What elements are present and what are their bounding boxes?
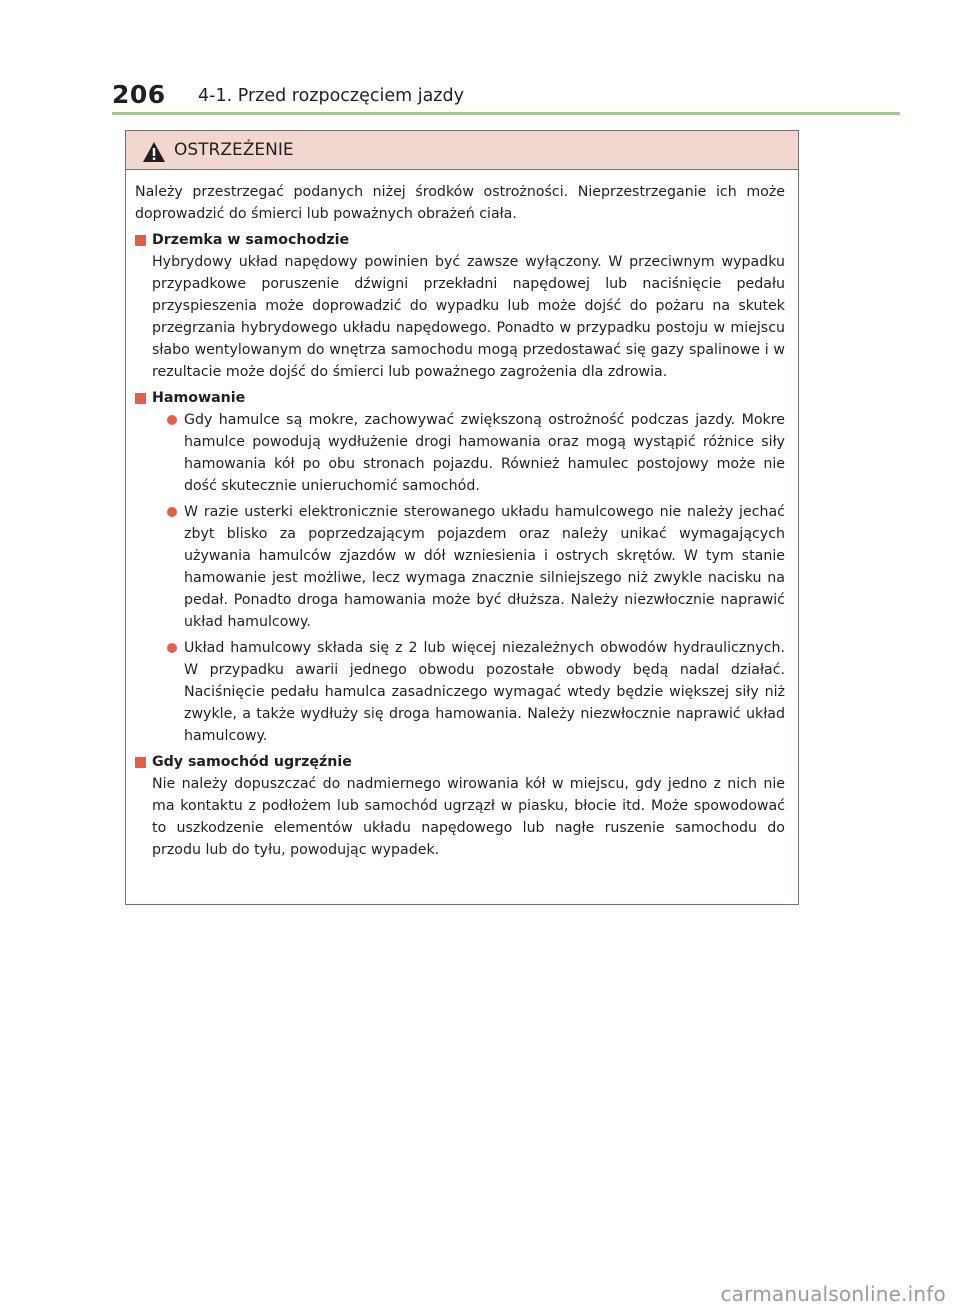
warning-box — [125, 130, 799, 905]
section-heading — [135, 229, 785, 251]
section-text: Hybrydowy układ napędowy powinien być zawsze wyłączony. W przeciwnym wypadku przypadkowe poruszenie dźwigni przekładni napędowej lub naciśnięcie pedału przyspieszenia może doprowadzić do wypadku lub może dojść do pożaru na skutek przegrzania hybrydowego układu napędowego. Ponadto w przypadku postoju w miejscu słabo wentylowanym do wnętrza samochodu mogą przedostawać się gazy spalinowe i w rezultacie może dojść do śmierci lub poważnego zagrożenia dla zdrowia. — [152, 254, 785, 380]
section-heading-text: Gdy samochód ugrzęźnie — [152, 754, 352, 770]
section-heading-text: Hamowanie — [152, 390, 246, 406]
list-item — [135, 501, 785, 633]
list-item — [135, 637, 785, 747]
warning-intro: Należy przestrzegać podanych niżej środków ostrożności. Nieprzestrzeganie ich może doprowadzić do śmierci lub poważnych obrażeń ciała. — [135, 184, 785, 222]
section-text: Nie należy dopuszczać do nadmiernego wirowania kół w miejscu, gdy jedno z nich nie ma kontaktu z podłożem lub samochód ugrzązł w piasku, błocie itd. Może spowodować to uszkodzenie elementów układu napędowego lub nagłe ruszenie samochodu do przodu lub do tyłu, powodując wypadek. — [152, 776, 785, 858]
watermark[interactable]: carmanualsonline.info — [720, 1282, 946, 1306]
page-number: 206 — [112, 80, 166, 109]
section-title: 4-1. Przed rozpoczęciem jazdy — [198, 86, 464, 106]
square-bullet-icon — [135, 393, 146, 404]
round-bullet-icon — [167, 415, 177, 425]
section-heading — [135, 387, 785, 409]
round-bullet-icon — [167, 643, 177, 653]
section-heading — [135, 751, 785, 773]
round-bullet-icon — [167, 507, 177, 517]
list-item-text: Gdy hamulce są mokre, zachowywać zwiększoną ostrożność podczas jazdy. Mokre hamulce powodują wydłużenie drogi hamowania oraz mogą wystąpić różnice siły hamowania kół po obu stronach pojazdu. Również hamulec postojowy może nie dość skutecznie unieruchomić samochód. — [184, 412, 785, 494]
header-divider — [112, 112, 900, 115]
page-header — [0, 0, 960, 118]
warning-body — [135, 181, 785, 865]
list-item-text: Układ hamulcowy składa się z 2 lub więcej niezależnych obwodów hydraulicznych. W przypadku awarii jednego obwodu pozostałe obwody będą nadal działać. Naciśnięcie pedału hamulca zasadniczego wymagać wtedy będzie większej siły niż zwykle, a także wydłuży się droga hamowania. Należy niezwłocznie naprawić układ hamulcowy. — [184, 640, 785, 744]
square-bullet-icon — [135, 235, 146, 246]
warning-triangle-icon — [142, 141, 166, 163]
list-item-text: W razie usterki elektronicznie sterowanego układu hamulcowego nie należy jechać zbyt blisko za poprzedzającym pojazdem oraz należy unikać wymagających używania hamulców zjazdów w dół wzniesienia i ostrych skrętów. W tym stanie hamowanie jest możliwe, lecz wymaga znacznie silniejszego niż zwykle nacisku na pedał. Ponadto droga hamowania może być dłuższa. Należy niezwłocznie naprawić układ hamulcowy. — [184, 504, 785, 630]
section-heading-text: Drzemka w samochodzie — [152, 232, 350, 248]
square-bullet-icon — [135, 757, 146, 768]
warning-header — [126, 131, 798, 170]
warning-title: OSTRZEŻENIE — [174, 140, 294, 160]
list-item — [135, 409, 785, 497]
